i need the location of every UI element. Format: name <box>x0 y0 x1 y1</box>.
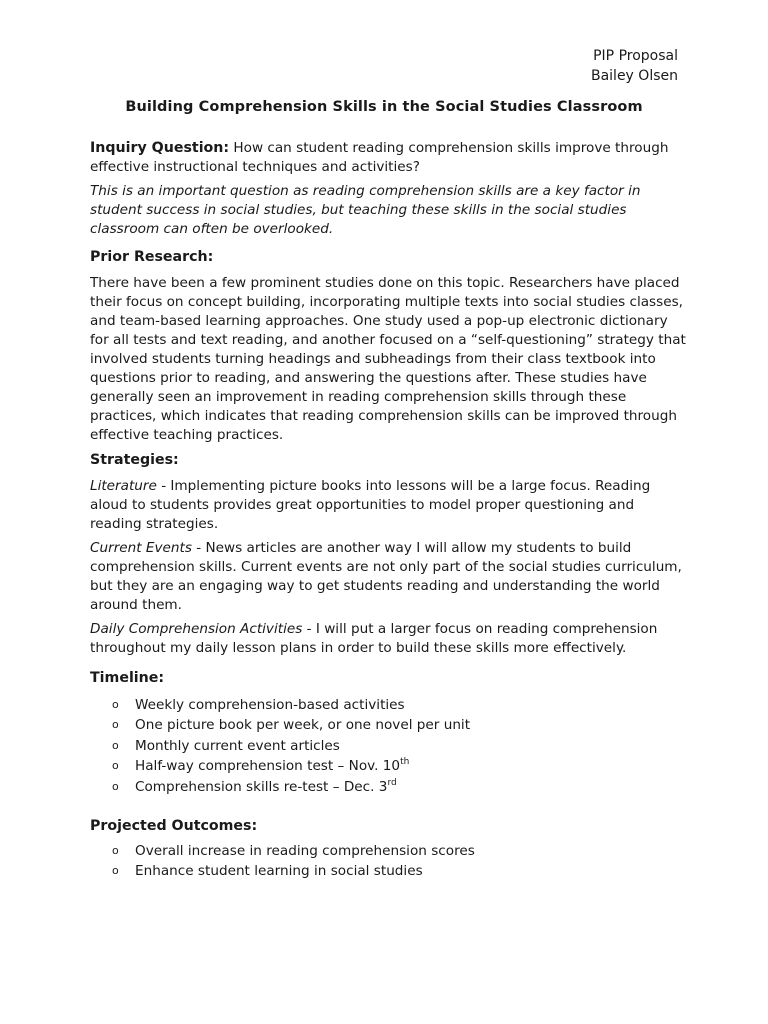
outcome-item-text: Enhance student learning in social studies <box>135 863 423 880</box>
timeline-heading-block <box>90 669 690 688</box>
bullet-marker: o <box>112 738 119 752</box>
strategy-literature <box>90 477 690 534</box>
bullet-marker: o <box>112 844 119 857</box>
strategy-name: Current Events <box>90 540 192 556</box>
document-header <box>591 46 678 86</box>
timeline-item-text: Monthly current event articles <box>135 737 340 754</box>
prior-research-text: There have been a few prominent studies done on this topic. Researchers have placed their focus on concept building, incorporating multiple texts into social studies classes, and team-based learning approaches. One study used a pop-up electronic dictionary for all tests and text reading, and another focused on a “self-questioning” strategy that involved students turning headings and subheadings from their class textbook into questions prior to reading, and answering the questions after. These studies have generally seen an improvement in reading comprehension skills through these practices, which indicates that reading comprehension skills can be improved through effective teaching practices. <box>90 275 686 443</box>
bullet-marker: o <box>112 779 119 793</box>
outcome-item-text: Overall increase in reading comprehension scores <box>135 843 475 859</box>
timeline-item <box>112 756 672 776</box>
strategy-text: - News articles are another way I will allow my students to build comprehension skills. Current events are not only part of the social studies curriculum, but they are an engaging way to get students reading and understanding the world around them. <box>90 540 682 613</box>
prior-research-heading: Prior Research: <box>90 249 214 265</box>
strategy-text: - I will put a larger focus on reading comprehension throughout my daily lesson plans in order to build these skills more effectively. <box>90 621 658 656</box>
outcomes-list <box>112 841 672 882</box>
timeline-item-text: Weekly comprehension-based activities <box>135 697 405 713</box>
strategies-section <box>90 451 690 658</box>
inquiry-rationale: This is an important question as reading comprehension skills are a key factor in student success in social studies, but teaching these skills in the social studies classroom can often be overlooked. <box>90 183 641 237</box>
bullet-marker: o <box>112 759 119 773</box>
document-title: Building Comprehension Skills in the Social Studies Classroom <box>125 99 643 115</box>
strategies-heading: Strategies: <box>90 452 179 468</box>
timeline-item <box>112 736 672 756</box>
header-proposal-label: PIP Proposal <box>593 48 678 64</box>
outcome-item <box>112 841 672 861</box>
timeline-list <box>112 695 672 797</box>
strategy-name: Daily Comprehension Activities <box>90 621 303 637</box>
strategy-name: Literature <box>90 478 157 494</box>
outcomes-heading: Projected Outcomes: <box>90 818 258 834</box>
inquiry-section <box>90 139 690 239</box>
inquiry-question-label: Inquiry Question: <box>90 140 230 156</box>
timeline-item <box>112 777 672 797</box>
bullet-marker: o <box>112 718 119 732</box>
timeline-item-text: One picture book per week, or one novel per unit <box>135 717 471 734</box>
timeline-item <box>112 715 672 735</box>
date-ordinal-suffix: th <box>400 757 410 768</box>
outcomes-heading-block <box>90 817 690 836</box>
timeline-item-text: Half-way comprehension test – Nov. 10 <box>135 758 401 775</box>
timeline-heading: Timeline: <box>90 670 165 686</box>
timeline-item-text: Comprehension skills re-test – Dec. 3 <box>135 778 388 795</box>
inquiry-question-text: How can student reading comprehension skills improve through effective instructional techniques and activities? <box>90 140 669 175</box>
strategy-current-events <box>90 539 690 615</box>
date-ordinal-suffix: rd <box>387 777 397 788</box>
bullet-marker: o <box>112 698 119 711</box>
inquiry-question-paragraph <box>90 139 690 177</box>
bullet-marker: o <box>112 864 119 878</box>
strategy-text: - Implementing picture books into lessons will be a large focus. Reading aloud to students provides great opportunities to model proper questioning and reading strategies. <box>90 478 651 532</box>
header-author-name: Bailey Olsen <box>590 68 678 84</box>
outcome-item <box>112 861 672 881</box>
prior-research-section <box>90 248 690 445</box>
timeline-item <box>112 695 672 715</box>
strategy-daily-activities <box>90 620 690 658</box>
